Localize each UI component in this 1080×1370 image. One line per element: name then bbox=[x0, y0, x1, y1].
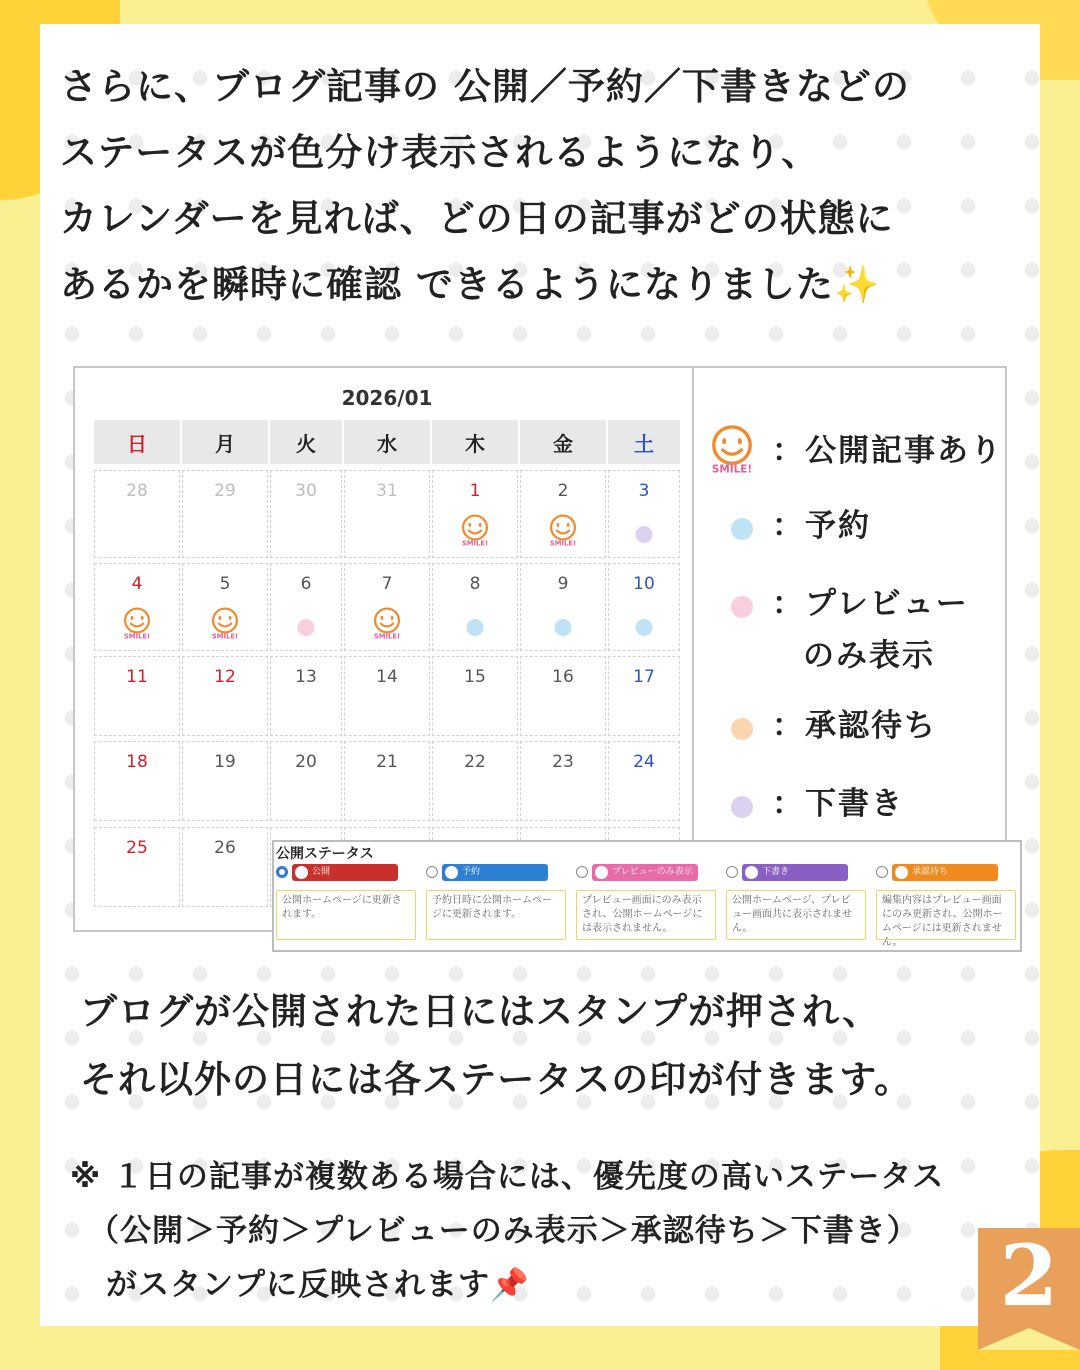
calendar-day-cell[interactable] bbox=[520, 470, 606, 558]
calendar-day-cell[interactable] bbox=[182, 656, 268, 736]
calendar-day-cell[interactable] bbox=[182, 563, 268, 651]
scheduled-mark bbox=[467, 619, 484, 636]
legend-pending-dot-icon bbox=[731, 718, 753, 740]
status-description: 公開ホームページ、プレビュー画面共に表示されません。 bbox=[726, 890, 866, 940]
calendar-day-cell[interactable] bbox=[344, 656, 430, 736]
legend-label: ：予約 bbox=[772, 508, 871, 544]
day-number: 21 bbox=[376, 752, 398, 772]
weekday-header: 水 bbox=[344, 420, 430, 464]
weekday-header: 日 bbox=[94, 420, 180, 464]
svg-text:SMILE!: SMILE! bbox=[211, 632, 239, 640]
calendar-day-cell[interactable] bbox=[270, 741, 342, 821]
day-number: 5 bbox=[219, 574, 231, 594]
priority-note bbox=[70, 1150, 944, 1312]
status-option-text: 公開 bbox=[312, 867, 331, 877]
svg-text:SMILE!: SMILE! bbox=[461, 539, 489, 547]
smile-mark bbox=[546, 513, 580, 551]
explanation-text bbox=[80, 978, 912, 1114]
legend-label: のみ表示 bbox=[803, 638, 935, 674]
day-number: 6 bbox=[300, 574, 312, 594]
day-number: 2 bbox=[557, 481, 569, 501]
status-description: 公開ホームページに更新されます。 bbox=[276, 890, 416, 940]
day-number: 24 bbox=[633, 752, 655, 772]
day-number: 14 bbox=[376, 667, 398, 687]
status-icon bbox=[445, 866, 458, 879]
calendar-day-cell[interactable] bbox=[608, 741, 680, 821]
smile-stamp-icon bbox=[458, 513, 492, 547]
intro-line: ステータスが色分け表示されるようになり、 bbox=[60, 131, 820, 174]
weekday-header: 土 bbox=[608, 420, 680, 464]
calendar-day-cell[interactable] bbox=[432, 563, 518, 651]
page-number: 2 bbox=[999, 1226, 1059, 1325]
calendar-day-cell[interactable] bbox=[94, 470, 180, 558]
day-number: 31 bbox=[376, 481, 398, 501]
status-option-label[interactable] bbox=[442, 864, 548, 881]
calendar-day-cell[interactable] bbox=[182, 827, 268, 907]
calendar-day-cell[interactable] bbox=[432, 470, 518, 558]
note-line: （公開＞予約＞プレビューのみ表示＞承認待ち＞下書き） bbox=[88, 1213, 919, 1249]
note-line: がスタンプに反映されます📌 bbox=[106, 1267, 530, 1303]
legend-draft-dot-icon bbox=[731, 796, 753, 818]
day-number: 4 bbox=[131, 574, 143, 594]
scheduled-dot-icon bbox=[555, 619, 572, 636]
status-radio[interactable] bbox=[276, 866, 288, 878]
status-option-text: 承認待ち bbox=[912, 867, 949, 877]
day-number: 28 bbox=[126, 481, 148, 501]
day-number: 16 bbox=[552, 667, 574, 687]
day-number: 30 bbox=[295, 481, 317, 501]
status-option-label[interactable] bbox=[592, 864, 698, 881]
scheduled-mark bbox=[555, 619, 572, 636]
calendar-day-cell[interactable] bbox=[182, 470, 268, 558]
explanation-line: ブログが公開された日にはスタンプが押され、 bbox=[80, 990, 881, 1033]
day-number: 8 bbox=[469, 574, 481, 594]
status-radio[interactable] bbox=[876, 866, 888, 878]
day-number: 10 bbox=[633, 574, 655, 594]
status-icon bbox=[295, 866, 308, 879]
day-number: 25 bbox=[126, 838, 148, 858]
status-panel-title: 公開ステータス bbox=[276, 846, 374, 862]
weekday-header: 木 bbox=[432, 420, 518, 464]
day-number: 7 bbox=[381, 574, 393, 594]
legend-label: ：下書き bbox=[772, 786, 904, 822]
calendar-day-cell[interactable] bbox=[608, 470, 680, 558]
legend-smile-icon bbox=[706, 423, 758, 479]
smile-mark bbox=[120, 606, 154, 644]
status-option-text: 予約 bbox=[462, 867, 481, 877]
day-number: 29 bbox=[214, 481, 236, 501]
calendar-day-cell[interactable] bbox=[270, 563, 342, 651]
weekday-header: 火 bbox=[270, 420, 342, 464]
day-number: 26 bbox=[214, 838, 236, 858]
status-icon bbox=[595, 866, 608, 879]
status-option-text: プレビューのみ表示 bbox=[612, 867, 693, 877]
day-number: 15 bbox=[464, 667, 486, 687]
status-icon bbox=[895, 866, 908, 879]
legend-scheduled-dot-icon bbox=[731, 518, 753, 540]
day-number: 12 bbox=[214, 667, 236, 687]
day-number: 1 bbox=[469, 481, 481, 501]
calendar-day-cell[interactable] bbox=[270, 470, 342, 558]
day-number: 3 bbox=[638, 481, 650, 501]
intro-line: さらに、ブログ記事の 公開／予約／下書きなどの bbox=[60, 65, 910, 108]
status-icon bbox=[745, 866, 758, 879]
status-radio[interactable] bbox=[726, 866, 738, 878]
scheduled-dot-icon bbox=[636, 619, 653, 636]
svg-text:SMILE!: SMILE! bbox=[711, 463, 753, 475]
status-description: 予約日時に公開ホームページに更新されます。 bbox=[426, 890, 566, 940]
weekday-header: 金 bbox=[520, 420, 606, 464]
calendar-day-cell[interactable] bbox=[520, 741, 606, 821]
status-description: 編集内容はプレビュー画面にのみ更新され、公開ホームページには更新されません。 bbox=[876, 890, 1016, 940]
calendar-day-cell[interactable] bbox=[182, 741, 268, 821]
legend-label: ：プレビュー bbox=[772, 586, 969, 622]
calendar-day-cell[interactable] bbox=[432, 656, 518, 736]
smile-stamp-icon bbox=[546, 513, 580, 547]
intro-text bbox=[60, 54, 1040, 318]
draft-dot-icon bbox=[636, 526, 653, 543]
calendar-day-cell[interactable] bbox=[520, 656, 606, 736]
svg-text:SMILE!: SMILE! bbox=[123, 632, 151, 640]
calendar-day-cell[interactable] bbox=[432, 741, 518, 821]
calendar-day-cell[interactable] bbox=[344, 470, 430, 558]
preview-dot-icon bbox=[298, 619, 315, 636]
smile-stamp-icon bbox=[208, 606, 242, 640]
status-radio[interactable] bbox=[426, 866, 438, 878]
note-line: ※ １日の記事が複数ある場合には、優先度の高いステータス bbox=[70, 1159, 945, 1195]
explanation-line: それ以外の日には各ステータスの印が付きます。 bbox=[80, 1058, 913, 1101]
scheduled-dot-icon bbox=[467, 619, 484, 636]
calendar-day-cell[interactable] bbox=[608, 656, 680, 736]
smile-mark bbox=[458, 513, 492, 551]
smile-mark bbox=[208, 606, 242, 644]
status-option-label[interactable] bbox=[742, 864, 848, 881]
status-option-text: 下書き bbox=[762, 867, 790, 877]
intro-line: カレンダーを見れば、どの日の記事がどの状態に bbox=[60, 197, 894, 240]
day-number: 13 bbox=[295, 667, 317, 687]
scheduled-mark bbox=[636, 619, 653, 636]
preview-mark bbox=[298, 619, 315, 636]
smile-stamp-icon bbox=[370, 606, 404, 640]
svg-text:SMILE!: SMILE! bbox=[373, 632, 401, 640]
status-radio[interactable] bbox=[576, 866, 588, 878]
day-number: 18 bbox=[126, 752, 148, 772]
day-number: 9 bbox=[557, 574, 569, 594]
smile-stamp-icon bbox=[706, 423, 758, 475]
draft-mark bbox=[636, 526, 653, 543]
calendar-day-cell[interactable] bbox=[520, 563, 606, 651]
status-option-label[interactable] bbox=[292, 864, 398, 881]
day-number: 19 bbox=[214, 752, 236, 772]
day-number: 11 bbox=[126, 667, 148, 687]
day-number: 20 bbox=[295, 752, 317, 772]
day-number: 17 bbox=[633, 667, 655, 687]
weekday-header: 月 bbox=[182, 420, 268, 464]
status-option-label[interactable] bbox=[892, 864, 998, 881]
calendar-day-cell[interactable] bbox=[94, 741, 180, 821]
calendar-day-cell[interactable] bbox=[94, 656, 180, 736]
smile-mark bbox=[370, 606, 404, 644]
calendar-day-cell[interactable] bbox=[344, 741, 430, 821]
svg-text:SMILE!: SMILE! bbox=[549, 539, 577, 547]
smile-stamp-icon bbox=[120, 606, 154, 640]
day-number: 23 bbox=[552, 752, 574, 772]
calendar-day-cell[interactable] bbox=[94, 563, 180, 651]
calendar-day-cell[interactable] bbox=[608, 563, 680, 651]
legend-label: ：公開記事あり bbox=[772, 433, 1003, 469]
calendar-day-cell[interactable] bbox=[94, 827, 180, 907]
calendar-day-cell[interactable] bbox=[344, 563, 430, 651]
legend-label: ：承認待ち bbox=[772, 708, 937, 744]
legend-preview-dot-icon bbox=[731, 596, 753, 618]
intro-line: あるかを瞬時に確認 できるようになりました✨ bbox=[60, 263, 881, 306]
status-description: プレビュー画面にのみ表示され、公開ホームページには表示されません。 bbox=[576, 890, 716, 940]
day-number: 22 bbox=[464, 752, 486, 772]
calendar-day-cell[interactable] bbox=[270, 656, 342, 736]
calendar-title: 2026/01 bbox=[341, 386, 433, 410]
